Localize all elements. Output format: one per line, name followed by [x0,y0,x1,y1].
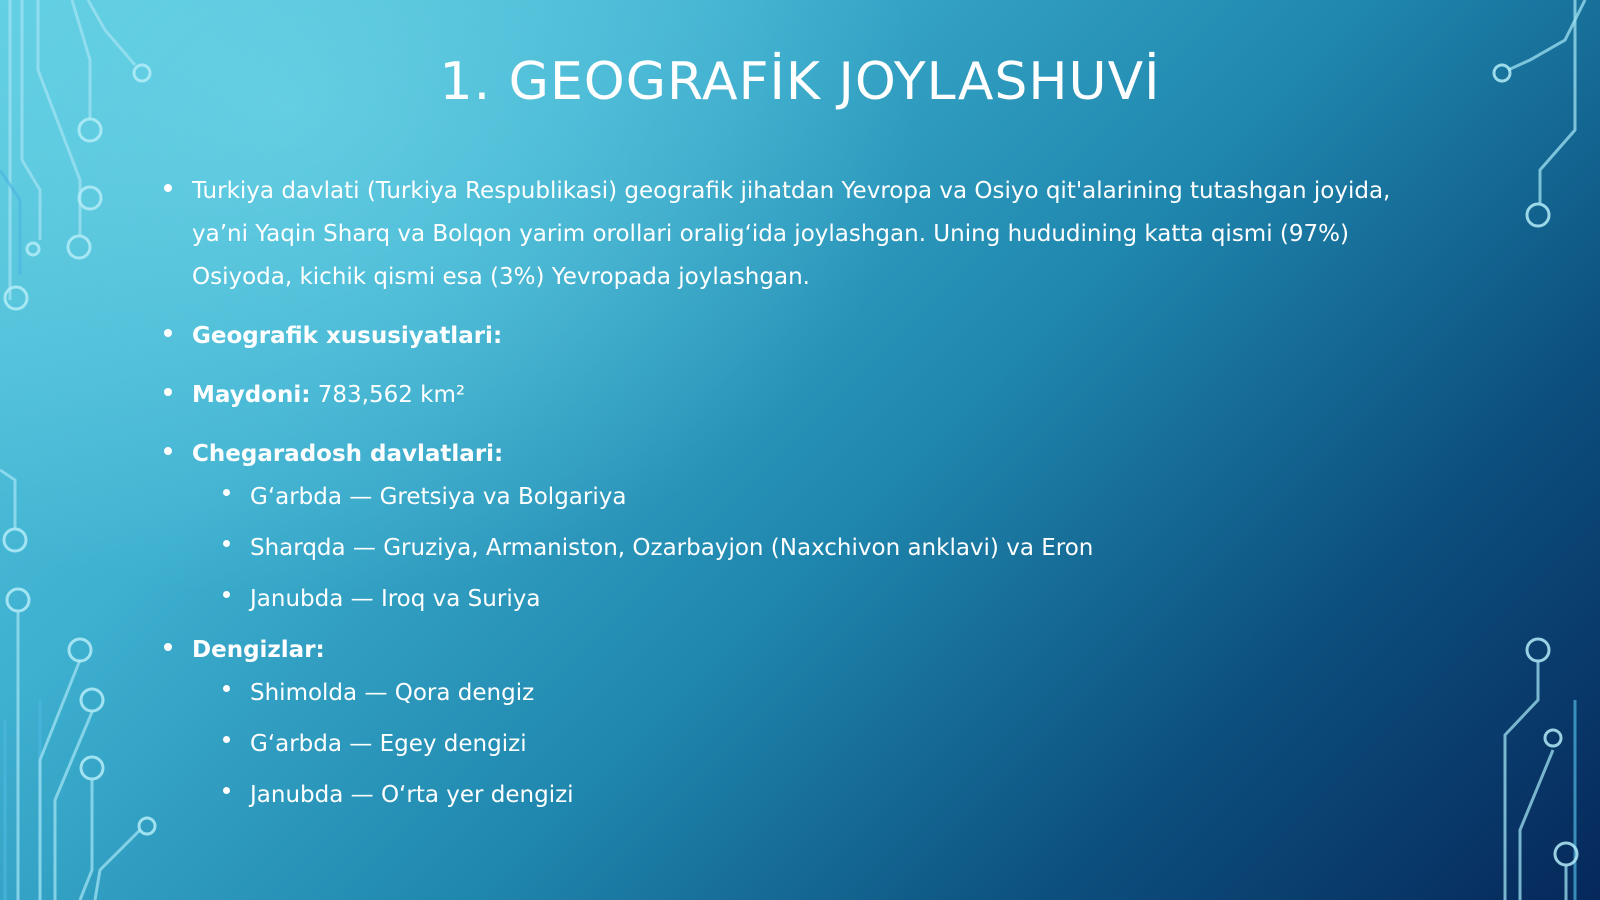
features-heading: Geografik xususiyatlari: [192,323,503,349]
sea-item: Shimolda — Qora dengiz [220,672,1420,715]
slide-title: 1. GEOGRAFİK JOYLASHUVİ [439,52,1161,112]
area-label: Maydoni: [192,382,311,408]
seas-bullet [160,629,1420,672]
area-bullet [160,374,1420,417]
neighbor-item: Sharqda — Gruziya, Armaniston, Ozarbayjon (Naxchivon anklavi) va Eron [220,527,1420,570]
intro-text: Turkiya davlati (Turkiya Respublikasi) geografik jihatdan Yevropa va Osiyo qit'alarining tutashgan joyida, ya’ni Yaqin Sharq va Bolqon yarim orollari oralig‘ida joylashgan. Uning hududining katta qismi (97%) Osiyoda, kichik qismi esa (3%) Yevropada joylashgan. [192,178,1391,290]
neighbor-item: G‘arbda — Gretsiya va Bolgariya [220,476,1420,519]
sea-item: Janubda — O‘rta yer dengizi [220,774,1420,817]
intro-bullet [160,170,1420,299]
area-value: 783,562 km² [310,382,466,408]
seas-heading: Dengizlar: [192,637,325,663]
features-bullet [160,315,1420,358]
neighbors-heading: Chegaradosh davlatlari: [192,441,504,467]
neighbors-bullet [160,433,1420,476]
neighbor-item: Janubda — Iroq va Suriya [220,578,1420,621]
sea-item: G‘arbda — Egey dengizi [220,723,1420,766]
slide-body [160,170,1420,825]
